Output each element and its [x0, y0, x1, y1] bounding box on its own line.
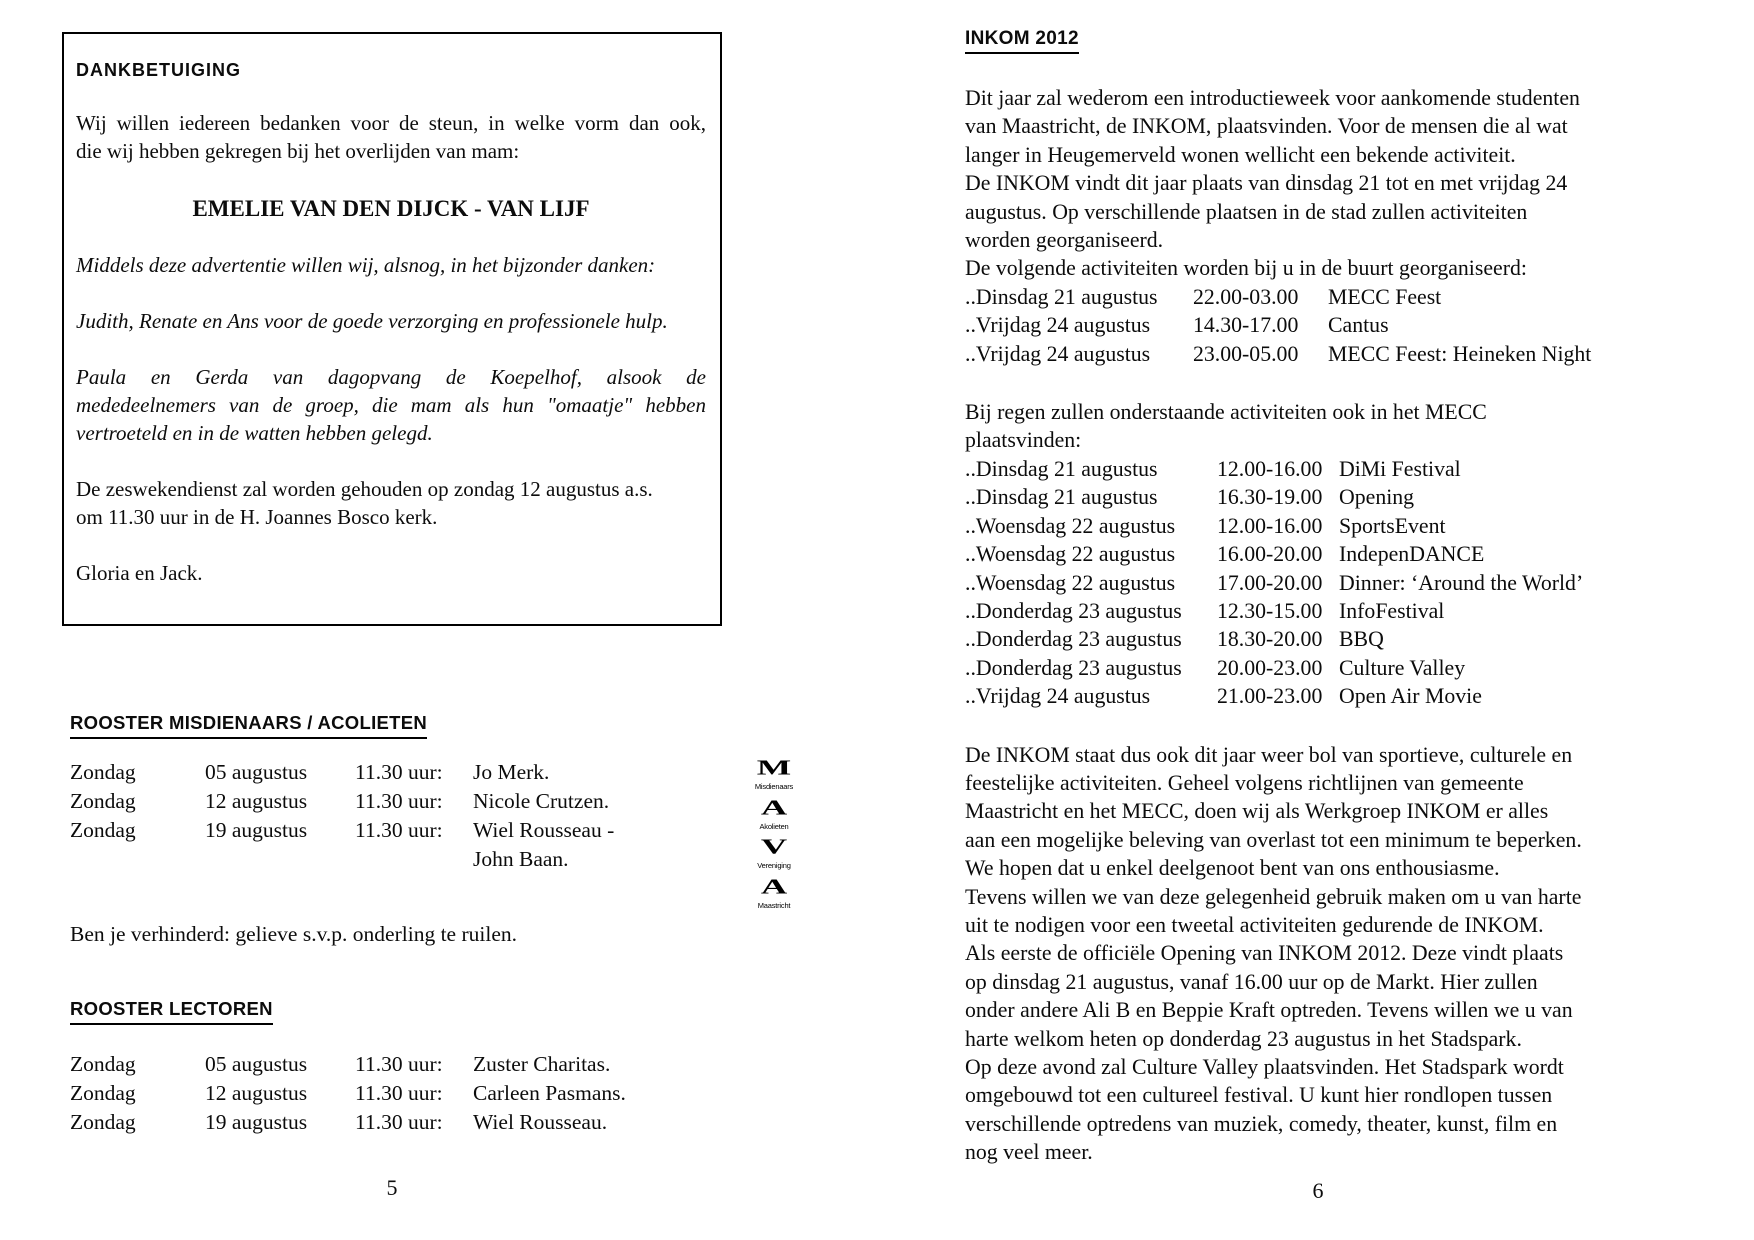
- text-line: Dit jaar zal wederom een introductieweek voor aankomende studenten: [965, 86, 1580, 110]
- date-cell: ..Vrijdag 24 augustus: [965, 313, 1151, 338]
- text-line: om 11.30 uur in de H. Joannes Bosco kerk.: [76, 505, 438, 529]
- rooster-misdienaars-title: ROOSTER MISDIENAARS / ACOLIETEN: [70, 712, 427, 739]
- schedule-row: [965, 455, 1671, 483]
- day-cell: Zondag: [70, 1081, 136, 1105]
- time-cell: 22.00-03.00: [1193, 284, 1299, 309]
- date-cell: ..Woensdag 22 augustus: [965, 542, 1176, 567]
- thanks-koepelhof: [76, 363, 706, 447]
- special-thanks-intro: Middels deze advertentie willen wij, alsnog, in het bijzonder danken:: [76, 253, 656, 277]
- text-line: op dinsdag 21 augustus, vanaf 16.00 uur op de Markt. Hier zullen: [965, 969, 1538, 994]
- text-line: feestelijke activiteiten. Geheel volgens richtlijnen van gemeente: [965, 770, 1524, 795]
- mava-caption-misdienaars: Misdienaars: [754, 782, 794, 791]
- date-cell: ..Donderdag 23 augustus: [965, 598, 1182, 623]
- day-cell: Zondag: [70, 789, 136, 813]
- name-cell: John Baan.: [473, 847, 569, 871]
- text-line: augustus. Op verschillende plaatsen in de stad zullen activiteiten: [965, 199, 1528, 224]
- mava-caption-vereniging: Vereniging: [757, 861, 791, 870]
- schedule-row: [965, 597, 1671, 625]
- text-line: mededeelnemers van de groep, die mam als hun "omaatje" hebben: [76, 393, 706, 417]
- time-cell: 11.30 uur:: [355, 1052, 443, 1076]
- mava-letter-a1: A: [760, 794, 788, 819]
- time-cell: 11.30 uur:: [355, 1110, 443, 1134]
- date-cell: 12 augustus: [205, 789, 308, 813]
- rain-note: [965, 398, 1671, 710]
- text-line: die wij hebben gekregen bij het overlijden van mam:: [76, 139, 520, 163]
- text-line: De INKOM staat dus ook dit jaar weer bol van sportieve, culturele en: [965, 742, 1573, 767]
- text-line: van Maastricht, de INKOM, plaatsvinden. Voor de mensen die al wat: [965, 114, 1568, 139]
- text-line: onder andere Ali B en Beppie Kraft optreden. Tevens willen we u van: [965, 998, 1573, 1023]
- dankbetuiging-title: DANKBETUIGING: [76, 60, 241, 80]
- text-line: verschillende optredens van muziek, comedy, theater, kunst, film en: [965, 1111, 1558, 1136]
- date-cell: 05 augustus: [205, 1052, 308, 1076]
- time-cell: 18.30-20.00: [1217, 627, 1323, 652]
- mava-letter-a2: A: [760, 873, 788, 898]
- text-line: nog veel meer.: [965, 1140, 1093, 1165]
- mava-letter-m: M: [756, 755, 792, 780]
- time-cell: 16.30-19.00: [1217, 485, 1323, 510]
- table-row: [70, 1079, 710, 1108]
- name-cell: Carleen Pasmans.: [473, 1081, 626, 1105]
- date-cell: ..Donderdag 23 augustus: [965, 627, 1182, 652]
- day-cell: Zondag: [70, 818, 136, 842]
- date-cell: ..Dinsdag 21 augustus: [965, 456, 1158, 481]
- date-cell: 19 augustus: [205, 1110, 308, 1134]
- date-cell: ..Woensdag 22 augustus: [965, 570, 1176, 595]
- table-row: [70, 758, 710, 787]
- page-6: [965, 0, 1671, 1167]
- text-line: De INKOM vindt dit jaar plaats van dinsdag 21 tot en met vrijdag 24: [965, 171, 1568, 196]
- event-cell: DiMi Festival: [1339, 456, 1461, 481]
- inkom-title: INKOM 2012: [965, 28, 1079, 54]
- text-line: Bij regen zullen onderstaande activiteiten ook in het MECC: [965, 400, 1487, 425]
- event-cell: IndepenDANCE: [1339, 542, 1485, 567]
- date-cell: ..Donderdag 23 augustus: [965, 655, 1182, 680]
- text-line: aan een mogelijke beleving van overlast tot een minimum te beperken.: [965, 827, 1582, 852]
- schedule-row: [965, 483, 1671, 511]
- text-line: De volgende activiteiten worden bij u in de buurt georganiseerd:: [965, 256, 1527, 281]
- swap-note: Ben je verhinderd: gelieve s.v.p. onderling te ruilen.: [70, 922, 517, 946]
- event-cell: MECC Feest: Heineken Night: [1328, 341, 1592, 366]
- name-cell: Wiel Rousseau -: [473, 818, 615, 842]
- event-cell: MECC Feest: [1328, 284, 1442, 309]
- text-line: Maastricht en het MECC, doen wij als Werkgroep INKOM er alles: [965, 799, 1549, 824]
- text-line: Wij willen iedereen bedanken voor de steun, in welke vorm dan ook,: [76, 111, 706, 135]
- schedule-row: [965, 682, 1671, 710]
- date-cell: 12 augustus: [205, 1081, 308, 1105]
- name-cell: Jo Merk.: [473, 760, 550, 784]
- event-cell: Cantus: [1328, 313, 1389, 338]
- time-cell: 14.30-17.00: [1193, 313, 1299, 338]
- thanks-paragraph: [76, 109, 706, 165]
- table-row: [70, 816, 710, 845]
- event-cell: Opening: [1339, 485, 1415, 510]
- table-row: [70, 787, 710, 816]
- table-row: [70, 1050, 710, 1079]
- event-cell: Open Air Movie: [1339, 684, 1482, 709]
- table-row: [70, 845, 710, 874]
- time-cell: 17.00-20.00: [1217, 570, 1323, 595]
- event-cell: SportsEvent: [1339, 513, 1446, 538]
- text-line: langer in Heugemerveld wonen wellicht een bekende activiteit.: [965, 142, 1516, 167]
- text-line: vertroeteld en in de watten hebben gelegd.: [76, 421, 433, 445]
- date-cell: 19 augustus: [205, 818, 308, 842]
- name-cell: Wiel Rousseau.: [473, 1110, 608, 1134]
- mava-caption-maastricht: Maastricht: [757, 900, 791, 910]
- day-cell: [70, 845, 205, 874]
- date-cell: ..Vrijdag 24 augustus: [965, 341, 1151, 366]
- mava-caption-akolieten: Akolieten: [759, 821, 789, 831]
- schedule-row: [965, 340, 1671, 368]
- day-cell: Zondag: [70, 1110, 136, 1134]
- rooster-lectoren-table: [70, 1050, 710, 1137]
- schedule-row: [965, 625, 1671, 653]
- thanks-caregivers: Judith, Renate en Ans voor de goede verzorging en professionele hulp.: [76, 309, 668, 333]
- time-cell: 11.30 uur:: [355, 760, 443, 784]
- page-number-5: 5: [386, 1175, 398, 1200]
- text-line: worden georganiseerd.: [965, 228, 1164, 253]
- mava-logo: [744, 754, 804, 912]
- dankbetuiging-box: [62, 32, 722, 626]
- deceased-name: EMELIE VAN DEN DIJCK - VAN LIJF: [192, 196, 590, 221]
- text-line: We hopen dat u enkel deelgenoot bent van ons enthousiasme.: [965, 856, 1500, 881]
- text-line: Op deze avond zal Culture Valley plaatsvinden. Het Stadspark wordt: [965, 1055, 1564, 1079]
- zeswekendienst-paragraph: [76, 475, 706, 531]
- time-cell: 21.00-23.00: [1217, 684, 1323, 709]
- date-cell: ..Dinsdag 21 augustus: [965, 485, 1158, 510]
- text-line: omgebouwd tot een cultureel festival. U kunt hier rondlopen tussen: [965, 1083, 1553, 1108]
- page-number-6: 6: [1312, 1178, 1324, 1203]
- time-cell: [355, 845, 473, 874]
- date-cell: [205, 845, 355, 874]
- text-line: Als eerste de officiële Opening van INKOM 2012. Deze vindt plaats: [965, 941, 1564, 966]
- text-line: harte welkom heten op donderdag 23 augustus in het Stadspark.: [965, 1026, 1522, 1051]
- time-cell: 20.00-23.00: [1217, 655, 1323, 680]
- page-5: [62, 0, 722, 1200]
- text-line: Paula en Gerda van dagopvang de Koepelhof, alsook de: [76, 365, 706, 389]
- date-cell: 05 augustus: [205, 760, 308, 784]
- date-cell: ..Dinsdag 21 augustus: [965, 284, 1158, 309]
- mava-letter-v: V: [760, 834, 788, 859]
- schedule-row: [965, 311, 1671, 339]
- schedule-row: [965, 283, 1671, 311]
- event-cell: InfoFestival: [1339, 598, 1445, 623]
- time-cell: 11.30 uur:: [355, 789, 443, 813]
- event-cell: Culture Valley: [1339, 655, 1466, 680]
- text-line: De zeswekendienst zal worden gehouden op zondag 12 augustus a.s.: [76, 477, 653, 501]
- rooster-lectoren-title: ROOSTER LECTOREN: [70, 998, 273, 1025]
- name-cell: Nicole Crutzen.: [473, 789, 610, 813]
- table-row: [70, 1108, 710, 1137]
- text-line: uit te nodigen voor een tweetal activiteiten gedurende de INKOM.: [965, 912, 1544, 937]
- schedule-row: [965, 540, 1671, 568]
- text-line: plaatsvinden:: [965, 428, 1082, 453]
- time-cell: 11.30 uur:: [355, 818, 443, 842]
- day-cell: Zondag: [70, 760, 136, 784]
- time-cell: 16.00-20.00: [1217, 542, 1323, 567]
- signature: Gloria en Jack.: [76, 561, 203, 585]
- schedule-row: [965, 512, 1671, 540]
- text-line: Tevens willen we van deze gelegenheid gebruik maken om u van harte: [965, 884, 1582, 909]
- rooster-misdienaars-table: [70, 758, 710, 874]
- schedule-row: [965, 654, 1671, 682]
- inkom-closing: [965, 741, 1671, 1167]
- day-cell: Zondag: [70, 1052, 136, 1076]
- inkom-intro: [965, 84, 1671, 368]
- event-cell: Dinner: ‘Around the World’: [1339, 570, 1584, 595]
- time-cell: 23.00-05.00: [1193, 341, 1299, 366]
- time-cell: 12.00-16.00: [1217, 513, 1323, 538]
- event-cell: BBQ: [1339, 627, 1384, 652]
- date-cell: ..Woensdag 22 augustus: [965, 513, 1176, 538]
- time-cell: 11.30 uur:: [355, 1081, 443, 1105]
- time-cell: 12.30-15.00: [1217, 598, 1323, 623]
- schedule-row: [965, 569, 1671, 597]
- name-cell: Zuster Charitas.: [473, 1052, 611, 1076]
- time-cell: 12.00-16.00: [1217, 456, 1323, 481]
- date-cell: ..Vrijdag 24 augustus: [965, 684, 1151, 709]
